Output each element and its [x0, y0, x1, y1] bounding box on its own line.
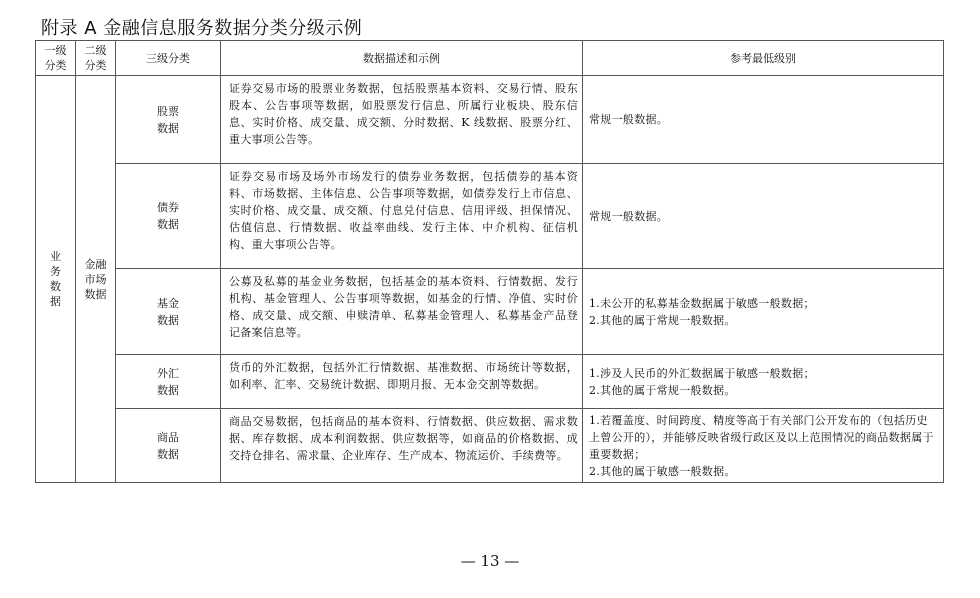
level3-cell: 商品数据 [116, 409, 221, 483]
description-cell: 公募及私募的基金业务数据，包括基金的基本资料、行情数据、发行机构、基金管理人、公告事项等数据，如基金的行情、净值、实时价格、成交量、成交额、申赎清单、私募基金管理人、私募基金产品登记备案信息等。 [221, 269, 583, 355]
reference-cell: 常规一般数据。 [583, 164, 944, 269]
header-reference: 参考最低级别 [583, 41, 944, 76]
header-description: 数据描述和示例 [221, 41, 583, 76]
table-row [36, 355, 944, 409]
level3-cell: 债券数据 [116, 164, 221, 269]
level3-cell: 股票数据 [116, 76, 221, 164]
header-level2: 二级分类 [76, 41, 116, 76]
reference-cell: 常规一般数据。 [583, 76, 944, 164]
table-row [36, 409, 944, 483]
level1-cell: 业务数据 [36, 76, 76, 483]
page-title: 附录 A 金融信息服务数据分类分级示例 [41, 18, 363, 39]
description-cell: 证券交易市场及场外市场发行的债券业务数据，包括债券的基本资料、市场数据、主体信息、公告事项等数据，如债券发行上市信息、实时价格、成交量、成交额、付息兑付信息、信用评级、担保情况、估值信息、行情数据、收益率曲线、发行主体、中介机构、征信机构、重大事项公告等。 [221, 164, 583, 269]
description-cell: 货币的外汇数据，包括外汇行情数据、基准数据、市场统计等数据，如利率、汇率、交易统计数据、即期月报、无本金交割等数据。 [221, 355, 583, 409]
classification-table [35, 40, 944, 483]
level3-cell: 基金数据 [116, 269, 221, 355]
reference-cell: 1.若覆盖度、时间跨度、精度等高于有关部门公开发布的（包括历史上曾公开的），并能够反映省级行政区及以上范围情况的商品数据属于重要数据； 2.其他的属于敏感一般数据。 [583, 409, 944, 483]
description-cell: 证券交易市场的股票业务数据，包括股票基本资料、交易行情、股东股本、公告事项等数据，如股票发行信息、所属行业板块、股东信息、实时价格、成交量、成交额、分时数据、K 线数据、股票分红、重大事项公告等。 [221, 76, 583, 164]
table-row [36, 164, 944, 269]
reference-cell: 1.未公开的私募基金数据属于敏感一般数据； 2.其他的属于常规一般数据。 [583, 269, 944, 355]
table-row [36, 269, 944, 355]
reference-cell: 1.涉及人民币的外汇数据属于敏感一般数据； 2.其他的属于常规一般数据。 [583, 355, 944, 409]
header-level1: 一级分类 [36, 41, 76, 76]
table-header-row [36, 41, 944, 76]
description-cell: 商品交易数据，包括商品的基本资料、行情数据、供应数据、需求数据、库存数据、成本利润数据、供应数据等，如商品的价格数据、成交持仓排名、需求量、企业库存、生产成本、物流运价、手续费等。 [221, 409, 583, 483]
header-level3: 三级分类 [116, 41, 221, 76]
level3-cell: 外汇数据 [116, 355, 221, 409]
page-number: — 13 — [460, 552, 520, 570]
level2-cell: 金融市场数据 [76, 76, 116, 483]
table-row [36, 76, 944, 164]
